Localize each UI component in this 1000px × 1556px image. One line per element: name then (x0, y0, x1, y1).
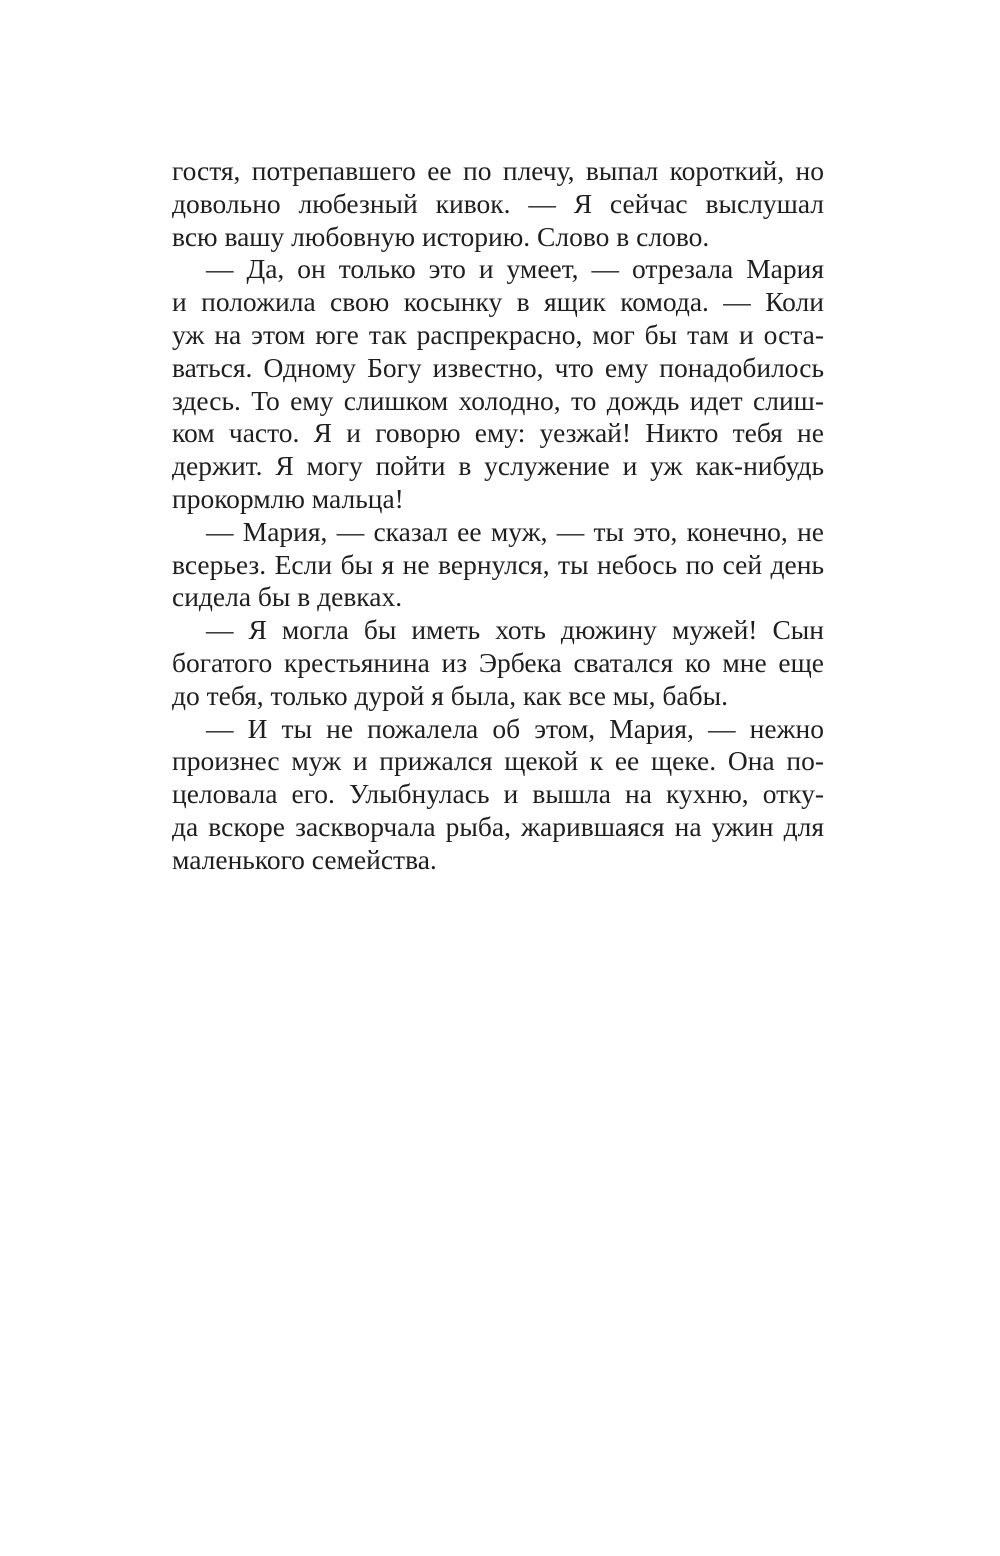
text-line: — Мария, — сказал ее муж, — ты это, конечно, не (206, 515, 824, 547)
text-line: маленького семейства. (172, 843, 437, 875)
text-line: да вскоре заскворчала рыба, жарившаяся на ужин для (172, 810, 824, 842)
text-line: довольно любезный кивок. — Я сейчас выслушал (172, 187, 824, 219)
text-line: ком часто. Я и говорю ему: уезжай! Никто тебя не (172, 417, 824, 449)
text-line: целовала его. Улыбнулась и вышла на кухню, отку- (172, 778, 824, 810)
text-line: сидела бы в девках. (172, 581, 403, 613)
text-line: всерьез. Если бы я не вернулся, ты небось по сей день (172, 548, 824, 580)
text-line: — И ты не пожалела об этом, Мария, — нежно (206, 712, 824, 744)
page-text (172, 155, 824, 877)
text-line: произнес муж и прижался щекой к ее щеке. Она по- (172, 745, 824, 777)
text-line: и положила свою косынку в ящик комода. — Коли (172, 286, 824, 318)
text-line: прокормлю мальца! (172, 482, 404, 514)
text-line: — Да, он только это и умеет, — отрезала Мария (206, 253, 824, 285)
text-line: до тебя, только дурой я была, как все мы, бабы. (172, 679, 728, 711)
text-line: уж на этом юге так распрекрасно, мог бы там и оста- (172, 318, 824, 350)
text-line: богатого крестьянина из Эрбека сватался ко мне еще (172, 646, 824, 678)
text-line: ваться. Одному Богу известно, что ему понадобилось (172, 351, 824, 383)
text-line: — Я могла бы иметь хоть дюжину мужей! Сын (206, 614, 824, 646)
text-line: здесь. То ему слишком холодно, то дождь идет слиш- (172, 384, 824, 416)
text-line: гостя, потрепавшего ее по плечу, выпал короткий, но (172, 155, 824, 186)
text-line: держит. Я могу пойти в услужение и уж как-нибудь (172, 450, 824, 482)
text-line: всю вашу любовную историю. Слово в слово. (172, 220, 710, 252)
